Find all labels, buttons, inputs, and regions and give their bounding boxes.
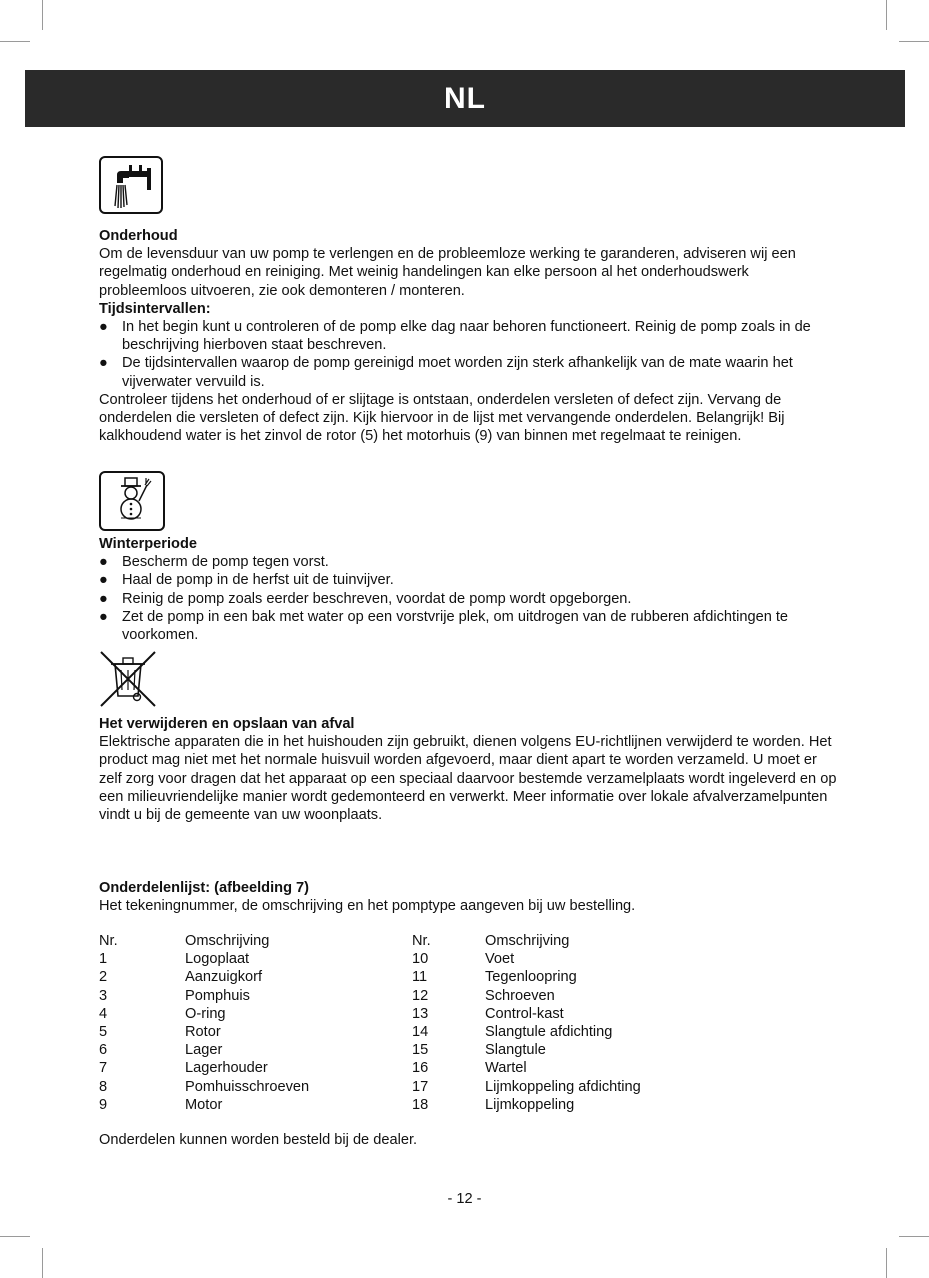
part-nr: 16	[412, 1060, 429, 1077]
part-desc: Tegenloopring	[485, 969, 577, 986]
list-item	[99, 354, 839, 390]
part-desc: Schroeven	[485, 987, 555, 1004]
bullet-text: De tijdsintervallen waarop de pomp gereinigd moet worden zijn sterk afhankelijk van de mate waarin het vijverwater vervuild is.	[122, 355, 793, 390]
language-code: NL	[444, 82, 486, 115]
part-desc: Voet	[485, 951, 515, 968]
maintenance-outro: Controleer tijdens het onderhoud of er slijtage is ontstaan, onderdelen versleten of defect zijn. Vervang de onderdelen die versleten of defect zijn. Kijk hiervoor in de lijst met vervangende onderdelen. Belangrijk! Bij kalkhoudend water is het zinvol de rotor (5) het motorhuis (9) van binnen met regelmaat te reinigen.	[99, 391, 785, 445]
part-desc: Wartel	[485, 1060, 527, 1077]
part-desc: Lijmkoppeling	[485, 1096, 575, 1113]
snowman-icon	[99, 471, 165, 531]
list-item	[99, 608, 839, 644]
bullet-icon: ●	[99, 319, 108, 336]
part-desc: Aanzuigkorf	[185, 969, 263, 986]
bullet-text: Reinig de pomp zoals eerder beschreven, voordat de pomp wordt opgeborgen.	[122, 590, 632, 607]
part-desc: Rotor	[185, 1023, 221, 1040]
part-nr: 18	[412, 1096, 429, 1113]
part-desc: Motor	[185, 1096, 223, 1113]
part-nr: 14	[412, 1023, 429, 1040]
language-banner	[25, 70, 905, 127]
part-nr: 1	[99, 951, 108, 968]
winter-title: Winterperiode	[99, 536, 197, 552]
right-desc-column	[485, 932, 641, 1114]
part-nr: 7	[99, 1060, 108, 1077]
part-desc: Slangtule afdichting	[485, 1023, 613, 1040]
bullet-icon: ●	[99, 355, 108, 372]
page-number: - 12 -	[447, 1191, 482, 1207]
part-desc: Control-kast	[485, 1005, 564, 1022]
winter-section	[99, 535, 839, 644]
parts-title: Onderdelenlijst: (afbeelding 7)	[99, 880, 310, 896]
part-nr: 3	[99, 987, 108, 1004]
part-nr: 15	[412, 1042, 429, 1059]
crop-mark	[899, 1236, 929, 1237]
part-nr: 10	[412, 951, 429, 968]
column-header-desc: Omschrijving	[485, 933, 570, 949]
crop-mark	[0, 41, 30, 42]
crop-mark	[0, 1236, 30, 1237]
left-desc-column	[185, 932, 309, 1114]
bullet-icon: ●	[99, 608, 108, 625]
right-nr-column	[412, 932, 431, 1114]
bullet-text: Bescherm de pomp tegen vorst.	[122, 554, 329, 571]
column-header-nr: Nr.	[99, 933, 118, 949]
part-nr: 6	[99, 1042, 108, 1059]
left-nr-column	[99, 932, 118, 1114]
part-desc: Pomhuisschroeven	[185, 1078, 310, 1095]
list-item	[99, 590, 839, 608]
part-nr: 8	[99, 1078, 108, 1095]
list-item	[99, 571, 839, 589]
part-nr: 12	[412, 987, 429, 1004]
part-desc: Logoplaat	[185, 951, 250, 968]
disposal-title: Het verwijderen en opslaan van afval	[99, 716, 355, 732]
part-desc: Pomphuis	[185, 987, 250, 1004]
crop-mark	[899, 41, 929, 42]
column-header-nr: Nr.	[412, 933, 431, 949]
crop-mark	[42, 0, 43, 30]
crop-mark	[886, 1248, 887, 1278]
column-header-desc: Omschrijving	[185, 933, 270, 949]
maintenance-intro: Om de levensduur van uw pomp te verlengen en de probleemloze werking te garanderen, adviseren wij een regelmatig onderhoud en reiniging. Met weinig handelingen kan elke persoon al het onderhoudswerk probleemloos uitvoeren, zie ook demonteren / monteren.	[99, 246, 796, 299]
crop-mark	[42, 1248, 43, 1278]
maintenance-title: Onderhoud	[99, 228, 178, 244]
part-desc: Lagerhouder	[185, 1060, 268, 1077]
part-desc: Slangtule	[485, 1042, 546, 1059]
intervals-title: Tijdsintervallen:	[99, 300, 211, 317]
winter-bullets	[99, 553, 839, 644]
crop-mark	[886, 0, 887, 30]
parts-intro	[99, 879, 839, 915]
part-nr: 11	[412, 969, 428, 986]
disposal-section	[99, 715, 839, 824]
part-nr: 2	[99, 969, 108, 986]
part-nr: 9	[99, 1096, 108, 1113]
part-desc: Lijmkoppeling afdichting	[485, 1078, 641, 1095]
bullet-text: Haal de pomp in de herfst uit de tuinvijver.	[122, 572, 394, 589]
bullet-icon: ●	[99, 590, 108, 607]
crossed-out-bin-icon	[99, 650, 157, 710]
part-nr: 4	[99, 1005, 108, 1022]
maintenance-bullets	[99, 318, 839, 391]
part-desc: O-ring	[185, 1005, 226, 1022]
faucet-icon	[99, 156, 163, 214]
maintenance-section	[99, 227, 839, 445]
part-nr: 13	[412, 1005, 429, 1022]
bullet-icon: ●	[99, 572, 108, 589]
bullet-text: Zet de pomp in een bak met water op een vorstvrije plek, om uitdrogen van de rubberen afdichtingen te voorkomen.	[122, 608, 789, 644]
parts-instruction: Het tekeningnummer, de omschrijving en het pomptype aangeven bij uw bestelling.	[99, 898, 636, 915]
part-nr: 5	[99, 1023, 108, 1040]
bullet-icon: ●	[99, 554, 108, 571]
part-nr: 17	[412, 1078, 429, 1095]
parts-footer	[99, 1131, 839, 1149]
part-desc: Lager	[185, 1042, 223, 1059]
disposal-text: Elektrische apparaten die in het huishouden zijn gebruikt, dienen volgens EU-richtlijnen verwijderd te worden. Het product mag niet met het normale huisvuil worden afgevoerd, maar dient apart te worden verzameld. U moet er zelf zorg voor dragen dat het apparaat op een speciaal daarvoor bestemde verzamelplaats wordt ingeleverd en op een milieuvriendelijke manier wordt gedemonteerd en verwerkt. Meer informatie over lokale afvalverzamelpunten vindt u bij de gemeente van uw woonplaats.	[99, 734, 837, 824]
bullet-text: In het begin kunt u controleren of de pomp elke dag naar behoren functioneert. Reinig de pomp zoals in de beschrijving hierboven staat beschreven.	[122, 319, 811, 354]
list-item	[99, 553, 839, 571]
list-item	[99, 318, 839, 354]
parts-footer-text: Onderdelen kunnen worden besteld bij de dealer.	[99, 1132, 418, 1148]
